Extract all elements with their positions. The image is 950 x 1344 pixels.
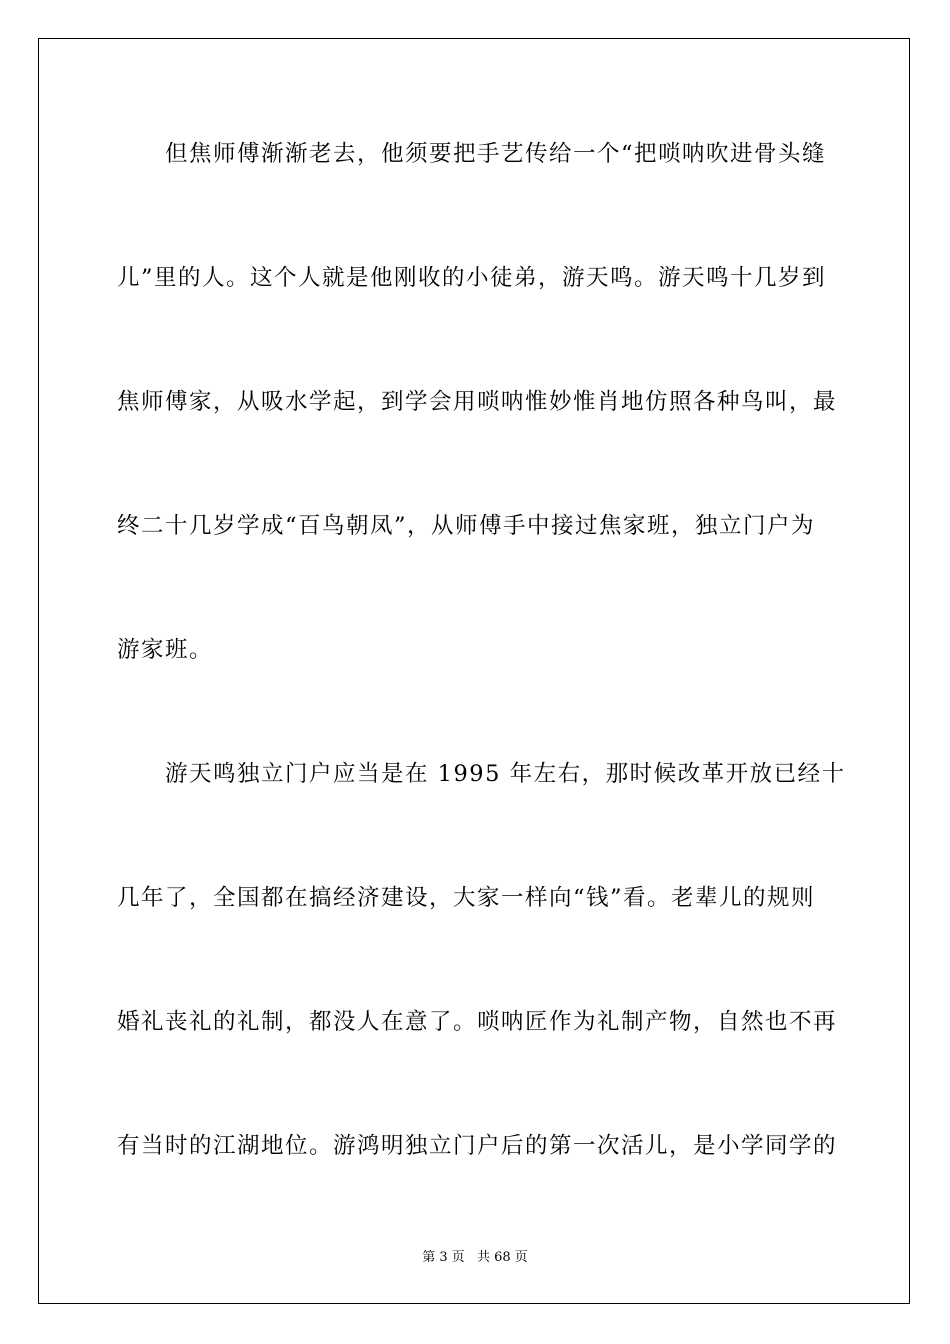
paragraph-line: 婚礼丧礼的礼制，都没人在意了。唢呐匠作为礼制产物，自然也不再 [117,1009,838,1035]
paragraph-line: 几年了，全国都在搞经济建设，大家一样向“钱”看。老辈儿的规则 [117,885,816,911]
paragraph-line: 焦师傅家，从吸水学起，到学会用唢呐惟妙惟肖地仿照各种鸟叫，最 [117,389,838,415]
paragraph-line: 终二十几岁学成“百鸟朝凤”，从师傅手中接过焦家班，独立门户为 [117,513,816,539]
page-total: 共 68 页 [476,1250,528,1265]
page-footer [0,1246,950,1265]
paragraph-line: 但焦师傅渐渐老去，他须要把手艺传给一个“把唢呐吹进骨头缝 [165,141,827,167]
paragraph-line: 儿”里的人。这个人就是他刚收的小徒弟，游天鸣。游天鸣十几岁到 [117,265,827,291]
paragraph-line: 游天鸣独立门户应当是在 1995 年左右，那时候改革开放已经十 [165,761,846,787]
body-text [117,124,846,1240]
page-number: 第 3 页 [422,1250,465,1265]
paragraph-line: 有当时的江湖地位。游鸿明独立门户后的第一次活儿，是小学同学的 [117,1133,838,1159]
paragraph-line: 游家班。 [117,637,214,663]
